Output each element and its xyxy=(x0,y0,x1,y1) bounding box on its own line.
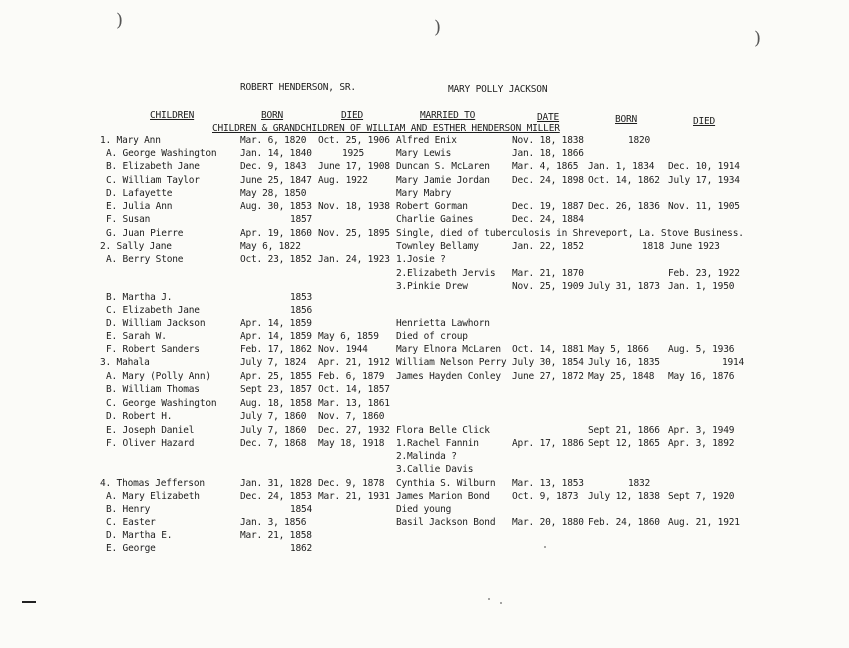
col-spouse-died: DIED xyxy=(693,116,716,127)
born-date: Apr. 14, 1859 xyxy=(240,318,312,329)
marriage-date: Nov. 18, 1838 xyxy=(512,135,584,146)
spouse-died: July 17, 1934 xyxy=(668,175,740,186)
spouse-born: 1820 xyxy=(628,135,651,146)
born-date: July 7, 1824 xyxy=(240,357,307,368)
scan-speck xyxy=(488,598,490,600)
child-name: B. Elizabeth Jane xyxy=(106,161,200,172)
col-children: CHILDREN xyxy=(150,110,195,121)
spouse-name: Henrietta Lawhorn xyxy=(396,318,490,329)
born-date: Apr. 25, 1855 xyxy=(240,371,312,382)
spouse-died: Sept 7, 1920 xyxy=(668,491,735,502)
born-date: May 6, 1822 xyxy=(240,241,301,252)
spouse-name: Single, died of tuberculosis in Shreveport, La. Stove Business. xyxy=(396,228,744,239)
spouse-died: June 1923 xyxy=(670,241,720,252)
died-date: Oct. 25, 1906 xyxy=(318,135,390,146)
born-date: Sept 23, 1857 xyxy=(240,384,312,395)
table-subtitle: CHILDREN & GRANDCHILDREN OF WILLIAM AND ESTHER HENDERSON MILLER xyxy=(212,123,560,134)
marriage-date: Jan. 18, 1866 xyxy=(512,148,584,159)
spouse-name: Mary Lewis xyxy=(396,148,452,159)
born-date: 1856 xyxy=(290,305,313,316)
marriage-date: Mar. 13, 1853 xyxy=(512,478,584,489)
spouse-born: Sept 12, 1865 xyxy=(588,438,660,449)
child-name: F. Robert Sanders xyxy=(106,344,200,355)
spouse-born: May 25, 1848 xyxy=(588,371,655,382)
died-date: Dec. 27, 1932 xyxy=(318,425,390,436)
spouse-born: Jan. 1, 1834 xyxy=(588,161,655,172)
spouse-name: Duncan S. McLaren xyxy=(396,161,490,172)
marriage-date: July 30, 1854 xyxy=(512,357,584,368)
born-date: Aug. 18, 1858 xyxy=(240,398,312,409)
spouse-name: Mary Mabry xyxy=(396,188,452,199)
spouse-name: 3.Callie Davis xyxy=(396,464,474,475)
born-date: Apr. 19, 1860 xyxy=(240,228,312,239)
child-name: F. Susan xyxy=(106,214,151,225)
col-died: DIED xyxy=(341,110,364,121)
born-date: Oct. 23, 1852 xyxy=(240,254,312,265)
spouse-name: Alfred Enix xyxy=(396,135,457,146)
born-date: Jan. 31, 1828 xyxy=(240,478,312,489)
born-date: July 7, 1860 xyxy=(240,411,307,422)
marriage-date: Apr. 17, 1886 xyxy=(512,438,584,449)
born-date: 1854 xyxy=(290,504,313,515)
spouse-died: Dec. 10, 1914 xyxy=(668,161,740,172)
spouse-name: Died of croup xyxy=(396,331,468,342)
spouse-name: Basil Jackson Bond xyxy=(396,517,496,528)
died-date: Jan. 24, 1923 xyxy=(318,254,390,265)
died-date: Mar. 21, 1931 xyxy=(318,491,390,502)
died-date: Aug. 1922 xyxy=(318,175,368,186)
child-name: A. George Washington xyxy=(106,148,217,159)
born-date: May 28, 1850 xyxy=(240,188,307,199)
died-date: Apr. 21, 1912 xyxy=(318,357,390,368)
child-name: A. Berry Stone xyxy=(106,254,184,265)
child-name: E. Julia Ann xyxy=(106,201,173,212)
born-date: Aug. 30, 1853 xyxy=(240,201,312,212)
child-name: 3. Mahala xyxy=(100,357,150,368)
born-date: Dec. 9, 1843 xyxy=(240,161,307,172)
scan-speck xyxy=(544,546,546,548)
spouse-name: William Nelson Perry xyxy=(396,357,507,368)
marriage-date: Mar. 20, 1880 xyxy=(512,517,584,528)
child-name: 1. Mary Ann xyxy=(100,135,161,146)
spouse-name: Robert Gorman xyxy=(396,201,468,212)
spouse-died: 1914 xyxy=(722,357,745,368)
spouse-name: Mary Elnora McLaren xyxy=(396,344,501,355)
born-date: Jan. 3, 1856 xyxy=(240,517,307,528)
child-name: C. Easter xyxy=(106,517,156,528)
died-date: 1925 xyxy=(342,148,365,159)
child-name: 2. Sally Jane xyxy=(100,241,172,252)
spouse-born: Feb. 24, 1860 xyxy=(588,517,660,528)
spouse-born: 1818 xyxy=(642,241,665,252)
child-name: D. Robert H. xyxy=(106,411,173,422)
col-spouse-born: BORN xyxy=(615,114,638,125)
col-born: BORN xyxy=(261,110,284,121)
spouse-name: Cynthia S. Wilburn xyxy=(396,478,496,489)
child-name: D. William Jackson xyxy=(106,318,206,329)
child-name: D. Lafayette xyxy=(106,188,173,199)
born-date: Mar. 21, 1858 xyxy=(240,530,312,541)
spouse-died: Nov. 11, 1905 xyxy=(668,201,740,212)
scan-mark: ) xyxy=(434,17,442,38)
spouse-died: May 16, 1876 xyxy=(668,371,735,382)
spouse-born: Dec. 26, 1836 xyxy=(588,201,660,212)
spouse-name: Flora Belle Click xyxy=(396,425,490,436)
child-name: E. George xyxy=(106,543,156,554)
child-name: G. Juan Pierre xyxy=(106,228,184,239)
died-date: Nov. 7, 1860 xyxy=(318,411,385,422)
scan-mark xyxy=(22,601,36,603)
spouse-died: Jan. 1, 1950 xyxy=(668,281,735,292)
child-name: C. George Washington xyxy=(106,398,217,409)
marriage-date: Mar. 4, 1865 xyxy=(512,161,579,172)
spouse-born: May 5, 1866 xyxy=(588,344,649,355)
born-date: Dec. 24, 1853 xyxy=(240,491,312,502)
child-name: A. Mary (Polly Ann) xyxy=(106,371,211,382)
born-date: Jan. 14, 1840 xyxy=(240,148,312,159)
spouse-died: Aug. 5, 1936 xyxy=(668,344,735,355)
col-married-to: MARRIED TO xyxy=(420,110,476,121)
father-name: ROBERT HENDERSON, SR. xyxy=(240,82,356,93)
child-name: C. William Taylor xyxy=(106,175,200,186)
born-date: Mar. 6, 1820 xyxy=(240,135,307,146)
child-name: D. Martha E. xyxy=(106,530,173,541)
spouse-died: Aug. 21, 1921 xyxy=(668,517,740,528)
spouse-died: Apr. 3, 1892 xyxy=(668,438,735,449)
died-date: Nov. 25, 1895 xyxy=(318,228,390,239)
spouse-name: Charlie Gaines xyxy=(396,214,474,225)
spouse-born: July 16, 1835 xyxy=(588,357,660,368)
spouse-born: Oct. 14, 1862 xyxy=(588,175,660,186)
spouse-name: 2.Malinda ? xyxy=(396,451,457,462)
spouse-died: Feb. 23, 1922 xyxy=(668,268,740,279)
child-name: C. Elizabeth Jane xyxy=(106,305,200,316)
spouse-name: Mary Jamie Jordan xyxy=(396,175,490,186)
died-date: Nov. 1944 xyxy=(318,344,368,355)
col-date: DATE xyxy=(537,112,560,123)
marriage-date: Mar. 21, 1870 xyxy=(512,268,584,279)
died-date: Nov. 18, 1938 xyxy=(318,201,390,212)
spouse-born: 1832 xyxy=(628,478,651,489)
died-date: Oct. 14, 1857 xyxy=(318,384,390,395)
spouse-name: 3.Pinkie Drew xyxy=(396,281,468,292)
child-name: 4. Thomas Jefferson xyxy=(100,478,205,489)
marriage-date: Dec. 19, 1887 xyxy=(512,201,584,212)
born-date: Dec. 7, 1868 xyxy=(240,438,307,449)
child-name: A. Mary Elizabeth xyxy=(106,491,200,502)
marriage-date: Dec. 24, 1884 xyxy=(512,214,584,225)
marriage-date: June 27, 1872 xyxy=(512,371,584,382)
spouse-name: Townley Bellamy xyxy=(396,241,479,252)
born-date: 1862 xyxy=(290,543,313,554)
mother-name: MARY POLLY JACKSON xyxy=(448,84,548,95)
marriage-date: Dec. 24, 1898 xyxy=(512,175,584,186)
child-name: B. William Thomas xyxy=(106,384,200,395)
child-name: B. Martha J. xyxy=(106,292,173,303)
marriage-date: Oct. 9, 1873 xyxy=(512,491,579,502)
child-name: F. Oliver Hazard xyxy=(106,438,195,449)
spouse-name: 2.Elizabeth Jervis xyxy=(396,268,496,279)
spouse-born: July 31, 1873 xyxy=(588,281,660,292)
born-date: June 25, 1847 xyxy=(240,175,312,186)
died-date: Dec. 9, 1878 xyxy=(318,478,385,489)
born-date: July 7, 1860 xyxy=(240,425,307,436)
child-name: B. Henry xyxy=(106,504,151,515)
spouse-name: Died young xyxy=(396,504,452,515)
spouse-name: 1.Josie ? xyxy=(396,254,446,265)
died-date: June 17, 1908 xyxy=(318,161,390,172)
scan-mark: ) xyxy=(754,28,762,49)
spouse-name: James Marion Bond xyxy=(396,491,490,502)
spouse-died: Apr. 3, 1949 xyxy=(668,425,735,436)
scan-mark: ) xyxy=(116,10,124,31)
marriage-date: Oct. 14, 1881 xyxy=(512,344,584,355)
marriage-date: Nov. 25, 1909 xyxy=(512,281,584,292)
child-name: E. Sarah W. xyxy=(106,331,167,342)
spouse-name: James Hayden Conley xyxy=(396,371,501,382)
spouse-name: 1.Rachel Fannin xyxy=(396,438,479,449)
scan-speck xyxy=(500,602,502,604)
spouse-born: Sept 21, 1866 xyxy=(588,425,660,436)
died-date: Feb. 6, 1879 xyxy=(318,371,385,382)
born-date: 1853 xyxy=(290,292,313,303)
born-date: 1857 xyxy=(290,214,313,225)
died-date: May 18, 1918 xyxy=(318,438,385,449)
died-date: Mar. 13, 1861 xyxy=(318,398,390,409)
spouse-born: July 12, 1838 xyxy=(588,491,660,502)
marriage-date: Jan. 22, 1852 xyxy=(512,241,584,252)
died-date: May 6, 1859 xyxy=(318,331,379,342)
child-name: E. Joseph Daniel xyxy=(106,425,195,436)
born-date: Feb. 17, 1862 xyxy=(240,344,312,355)
born-date: Apr. 14, 1859 xyxy=(240,331,312,342)
